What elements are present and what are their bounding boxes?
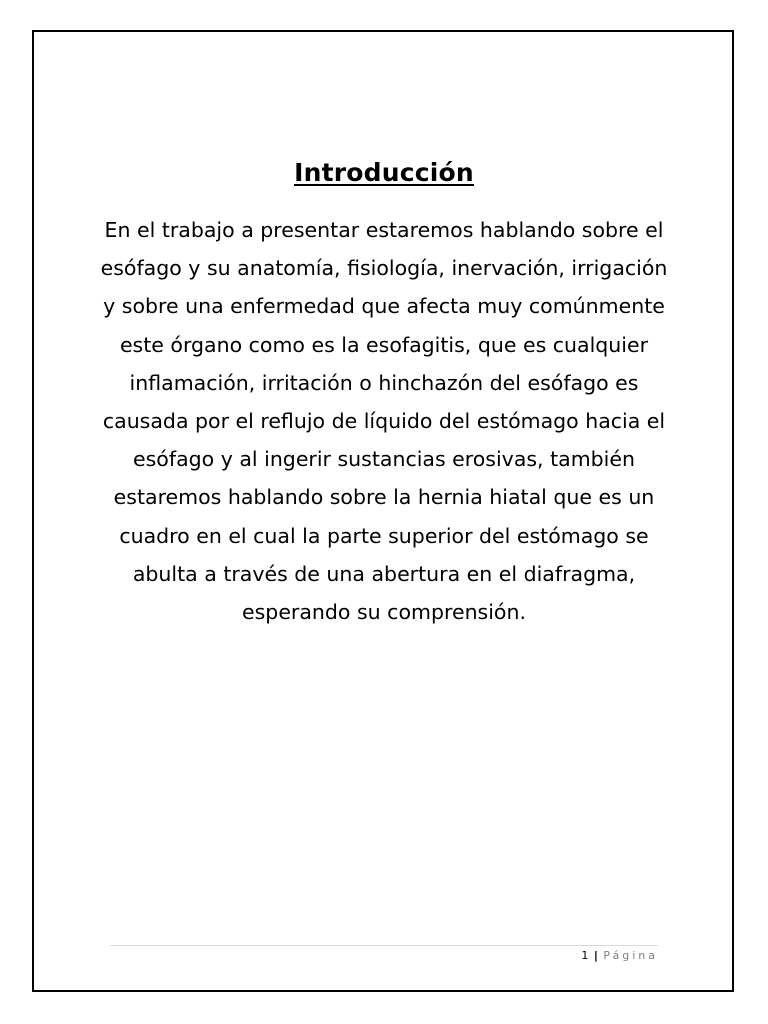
footer-separator: | bbox=[593, 949, 598, 962]
page-footer bbox=[581, 947, 658, 965]
introduction-paragraph: En el trabajo a presentar estaremos hablando sobre el esófago y su anatomía, fisiología, inervación, irrigación y sobre una enfermedad que afecta muy comúnmente este órgano como es la esofagitis, que es cualquier inflamación, irritación o hinchazón del esófago es causada por el reflujo de líquido del estómago hacia el esófago y al ingerir sustancias erosivas, también estaremos hablando sobre la hernia hiatal que es un cuadro en el cual la parte superior del estómago se abulta a través de una abertura en el diafragma, esperando su comprensión. bbox=[100, 218, 668, 625]
page-title: Introducción bbox=[294, 158, 474, 187]
page-number: 1 bbox=[581, 949, 589, 962]
page-label: Página bbox=[603, 949, 658, 962]
footer-divider bbox=[110, 945, 658, 946]
